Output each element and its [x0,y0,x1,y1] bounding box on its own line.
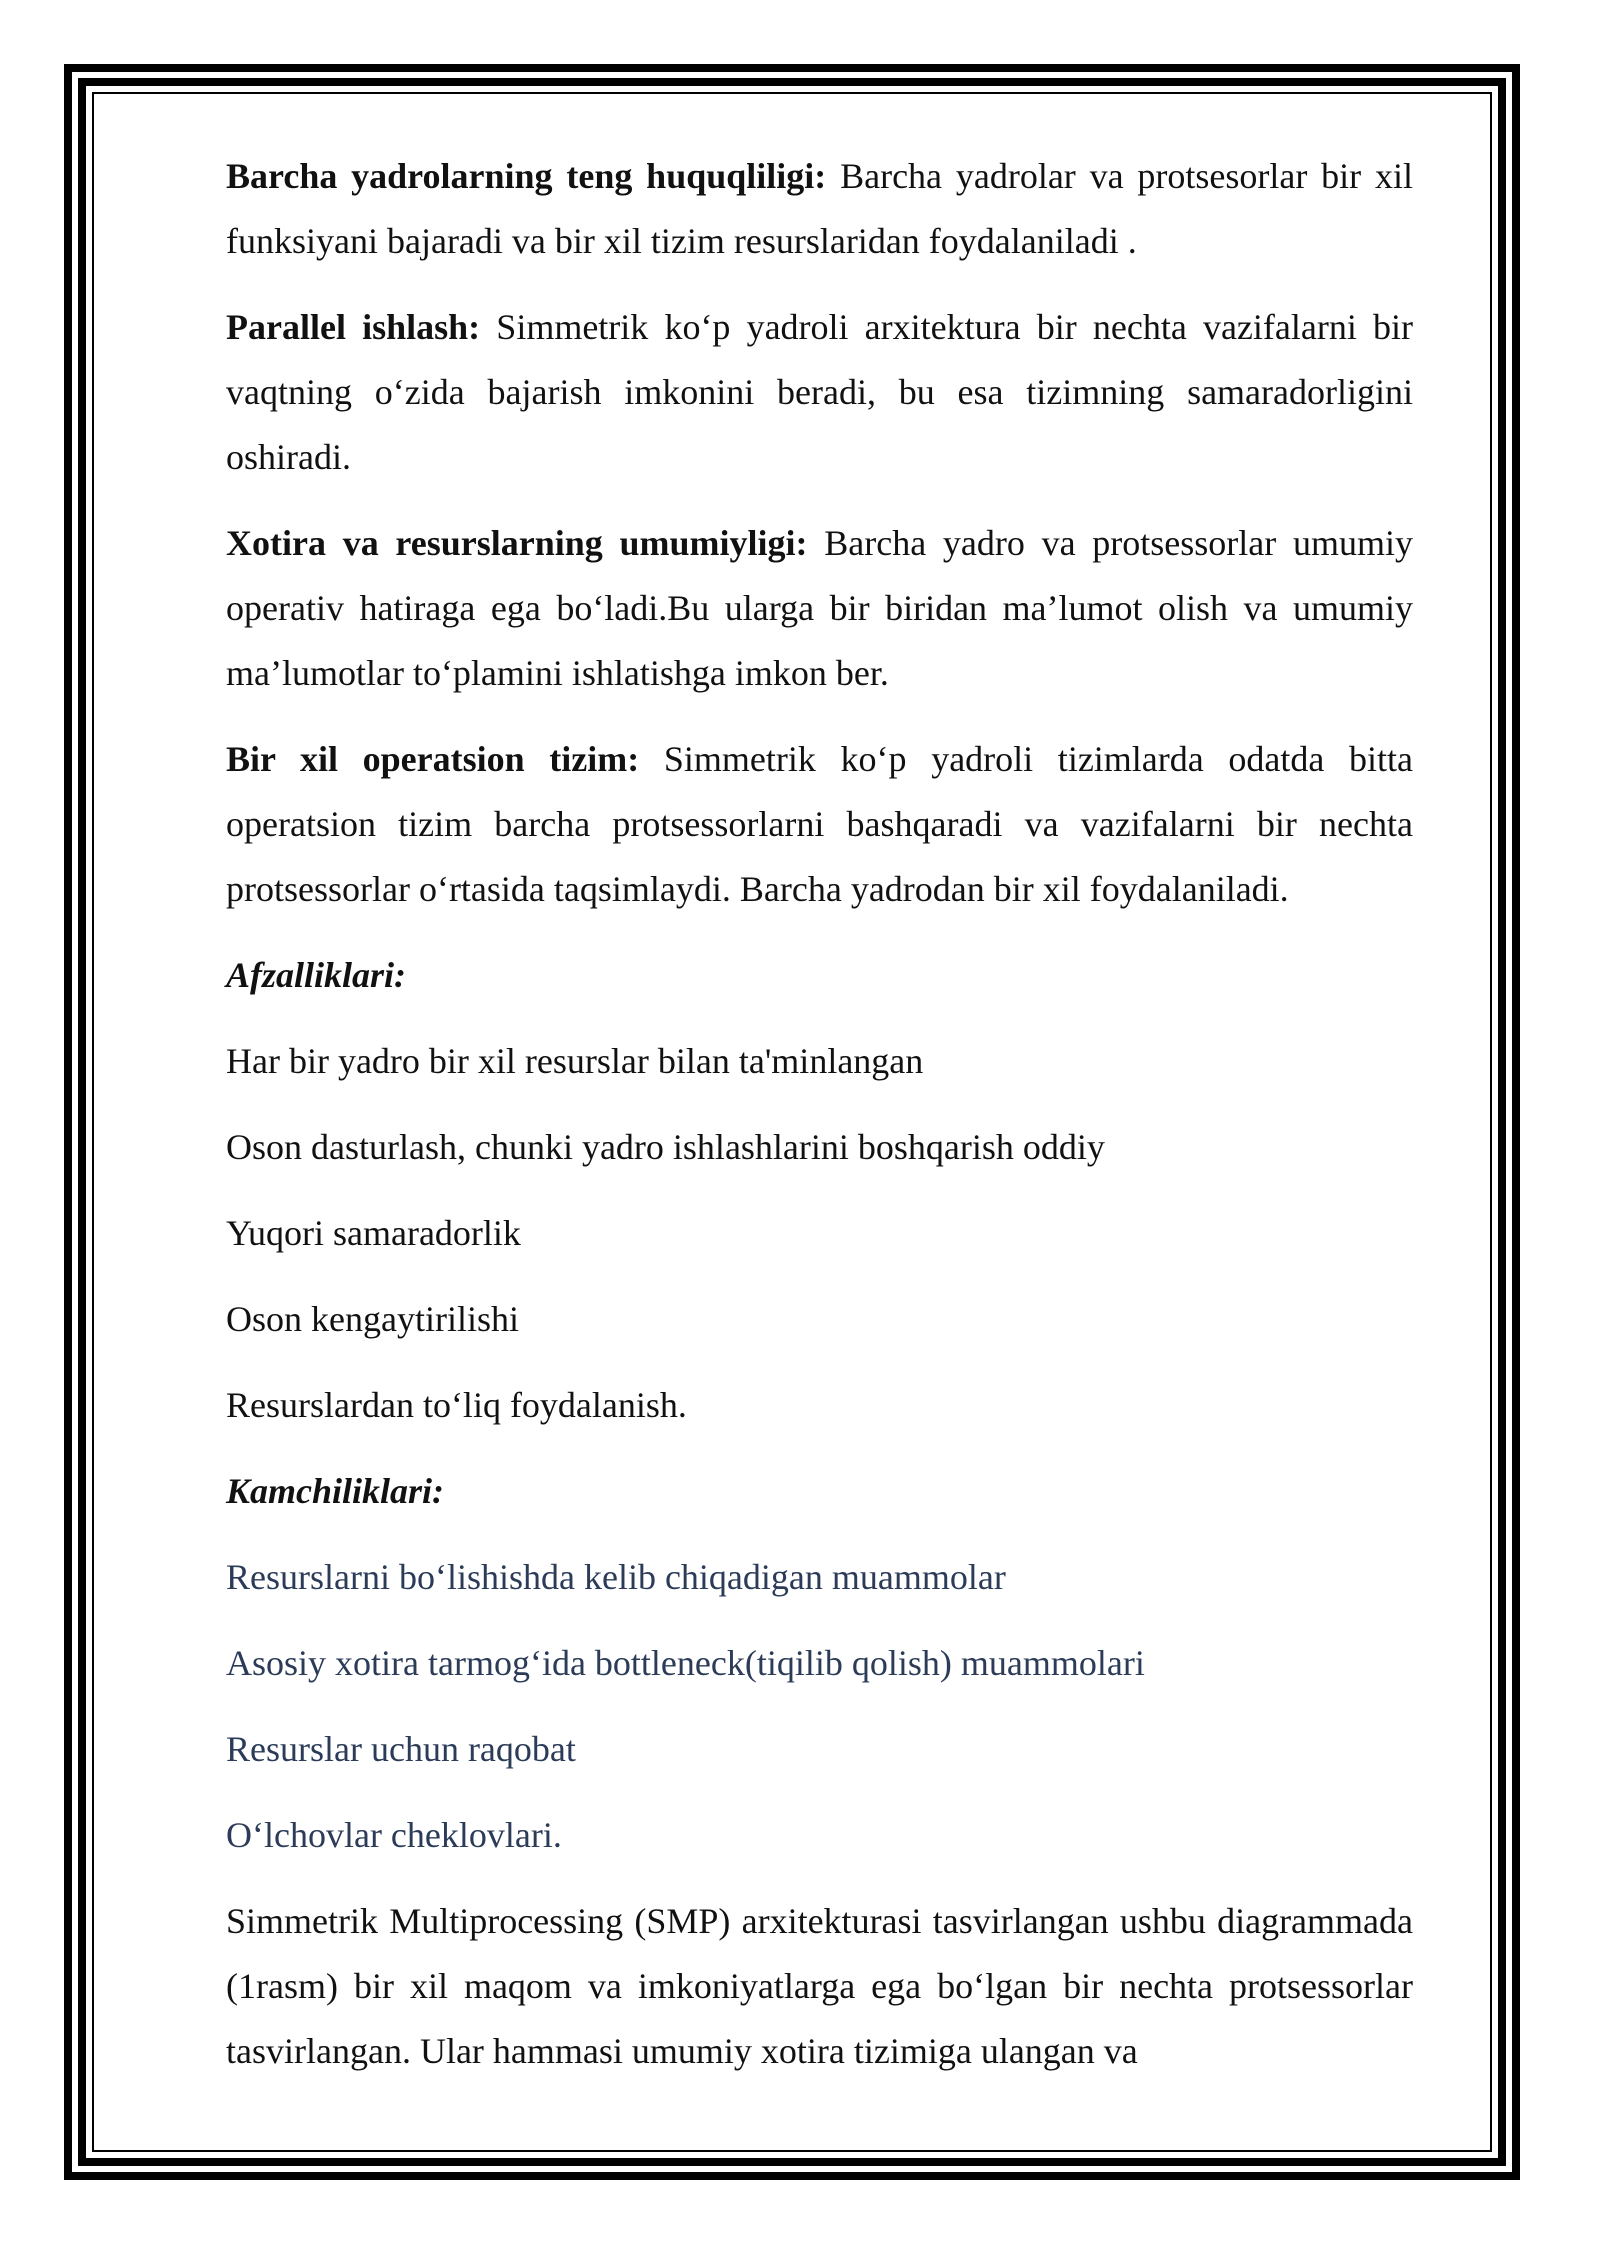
disadvantage-item: Resurslar uchun raqobat [226,1729,576,1769]
paragraph-title: Xotira va resurslarning umumiyligi: [226,523,808,563]
paragraph-title: Bir xil operatsion tizim: [226,739,640,779]
disadvantage-item: Asosiy xotira tarmog‘ida bottleneck(tiqilib qolish) muammolari [226,1643,1145,1683]
paragraph-single-os [226,727,1413,922]
paragraph-text: Barcha yadrolar va protsesorlar bir xil funksiyani bajaradi va bir xil tizim resurslaridan foydalaniladi . [226,156,1413,261]
paragraph-title: Barcha yadrolarning teng huquqliligi: [226,156,827,196]
advantage-item: Oson kengaytirilishi [226,1299,519,1339]
advantage-item: Yuqori samaradorlik [226,1213,521,1253]
advantage-item: Har bir yadro bir xil resurslar bilan ta'minlangan [226,1041,924,1081]
paragraph-text: Simmetrik ko‘p yadroli tizimlarda odatda bitta operatsion tizim barcha protsessorlarni bashqaradi va vazifalarni bir nechta protsessorlar o‘rtasida taqsimlaydi. Barcha yadrodan bir xil foydalaniladi. [226,739,1413,909]
disadvantages-heading: Kamchiliklari: [226,1471,445,1511]
paragraph-smp-diagram: Simmetrik Multiprocessing (SMP) arxitekturasi tasvirlangan ushbu diagrammada (1rasm) bir xil maqom va imkoniyatlarga ega bo‘lgan bir nechta protsessorlar tasvirlangan. Ular hammasi umumiy xotira tizimiga ulangan va [226,1901,1413,2071]
advantage-item: Oson dasturlash, chunki yadro ishlashlarini boshqarish oddiy [226,1127,1105,1167]
paragraph-parallel [226,295,1413,490]
disadvantage-item: Resurslarni bo‘lishishda kelib chiqadigan muammolar [226,1557,1006,1597]
paragraph-shared-memory [226,511,1413,706]
paragraph-title: Parallel ishlash: [226,307,481,347]
disadvantage-item: O‘lchovlar cheklovlari. [226,1815,562,1855]
advantage-item: Resurslardan to‘liq foydalanish. [226,1385,687,1425]
advantages-heading: Afzalliklari: [226,955,407,995]
paragraph-equal-cores [226,144,1413,274]
paragraph-text: Simmetrik ko‘p yadroli arxitektura bir nechta vazifalarni bir vaqtning o‘zida bajarish imkonini beradi, bu esa tizimning samaradorligini oshiradi. [226,307,1413,477]
paragraph-text: Barcha yadro va protsessorlar umumiy operativ hatiraga ega bo‘ladi.Bu ularga bir biridan ma’lumot olish va umumiy ma’lumotlar to‘plamini ishlatishga imkon ber. [226,523,1413,693]
document-body [226,144,1413,2105]
